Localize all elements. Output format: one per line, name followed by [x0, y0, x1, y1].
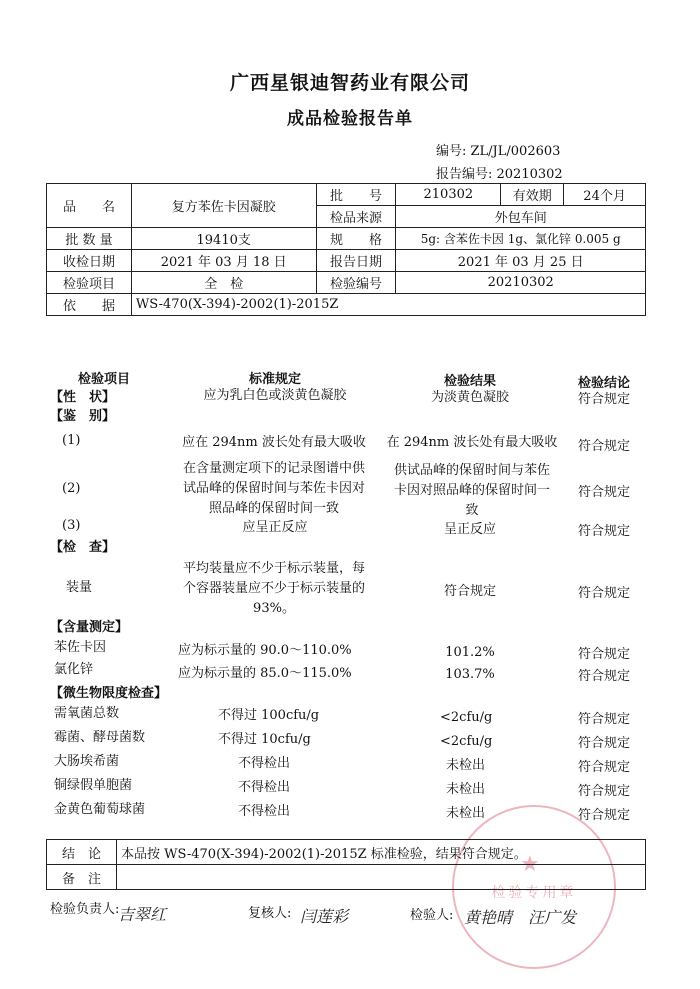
- reviewer-signature-label: 复核人:: [248, 906, 292, 921]
- source-value: 外包车间: [396, 206, 646, 228]
- product-info-table: [46, 183, 646, 316]
- check-number-label: 检验编号: [316, 272, 396, 294]
- spec-value: 5g: 含苯佐卡因 1g、氯化锌 0.005 g: [396, 228, 646, 250]
- staph-label: 金黄色葡萄球菌: [54, 802, 146, 817]
- col-header-conclusion: 检验结论: [578, 376, 631, 391]
- conclusion-label: 结 论: [47, 840, 117, 865]
- inspect-item-label: 检验项目: [47, 272, 132, 294]
- section-inspection: 【检 查】: [50, 540, 116, 555]
- zinc-chloride-label: 氯化锌: [54, 662, 94, 677]
- ident-3-label: (3): [62, 518, 81, 533]
- appearance-result: 为淡黄色凝胶: [430, 390, 509, 405]
- expiry-value: 24个月: [564, 184, 646, 206]
- report-number: 报告编号: 20210302: [436, 167, 563, 182]
- ident-2-standard-line-1: 在含量测定项下的记录图谱中供: [182, 461, 365, 476]
- ecoli-conclusion: 符合规定: [578, 760, 631, 775]
- benzocaine-standard: 应为标示量的 90.0～110.0%: [178, 643, 352, 658]
- staph-result: 未检出: [446, 806, 486, 821]
- report-title: 成品检验报告单: [287, 109, 413, 129]
- section-assay: 【含量测定】: [50, 620, 129, 635]
- remark-value: [117, 865, 646, 890]
- ident-1-standard: 应在 294nm 波长处有最大吸收: [182, 435, 366, 450]
- ident-2-standard-line-2: 试品峰的保留时间与苯佐卡因对: [182, 481, 365, 496]
- ident-1-label: (1): [62, 433, 81, 448]
- fill-volume-result: 符合规定: [443, 584, 496, 599]
- staph-standard: 不得检出: [238, 804, 291, 819]
- ident-1-result: 在 294nm 波长处有最大吸收: [386, 435, 558, 450]
- fill-volume-standard: [166, 559, 382, 619]
- source-label: 检品来源: [316, 206, 396, 228]
- fill-volume-standard-line-1: 平均装量应不少于标示装量，每: [182, 561, 365, 576]
- mold-yeast-result: <2cfu/g: [440, 734, 493, 749]
- appearance-conclusion: 符合规定: [578, 392, 631, 407]
- ident-2-standard-line-3: 照品峰的保留时间一致: [208, 501, 339, 516]
- seal-text: 检验专用章: [491, 885, 577, 901]
- doc-number: 编号: ZL/JL/002603: [436, 144, 561, 159]
- ident-2-conclusion: 符合规定: [578, 485, 631, 500]
- ident-3-conclusion: 符合规定: [578, 524, 631, 539]
- fill-volume-label: 装量: [66, 580, 93, 595]
- zinc-chloride-conclusion: 符合规定: [578, 669, 631, 684]
- quantity-value: 19410支: [131, 228, 316, 250]
- spec-label: 规 格: [316, 228, 396, 250]
- inspector-signature-label: 检验人:: [410, 908, 454, 923]
- zinc-chloride-result: 103.7%: [445, 667, 495, 682]
- aerobic-result: <2cfu/g: [440, 710, 493, 725]
- batch-value: 210302: [396, 184, 501, 206]
- remark-label: 备 注: [47, 865, 117, 890]
- ident-2-standard: [166, 459, 382, 519]
- benzocaine-conclusion: 符合规定: [578, 647, 631, 662]
- report-date-label: 报告日期: [316, 250, 396, 272]
- conclusion-text: 本品按 WS-470(X-394)-2002(1)-2015Z 标准检验，结果符合规定。: [117, 840, 646, 865]
- receive-date-value: 2021 年 03 月 18 日: [131, 250, 316, 272]
- pseudomonas-label: 铜绿假单胞菌: [54, 778, 133, 793]
- ident-2-result-line-2: 卡因对照品峰的保留时间一: [393, 483, 550, 498]
- basis-value: WS-470(X-394)-2002(1)-2015Z: [131, 294, 645, 316]
- lead-signature: 吉翠红: [118, 905, 167, 924]
- ecoli-standard: 不得检出: [238, 756, 291, 771]
- mold-yeast-standard: 不得过 10cfu/g: [218, 732, 311, 747]
- product-name-value: 复方苯佐卡因凝胶: [131, 184, 316, 228]
- ident-2-result: [382, 461, 562, 521]
- pseudomonas-conclusion: 符合规定: [578, 784, 631, 799]
- fill-volume-standard-line-3: 93%。: [253, 601, 295, 616]
- seal-star-icon: ★: [520, 852, 540, 877]
- product-name-label: 品 名: [47, 184, 132, 228]
- ident-2-label: (2): [62, 481, 81, 496]
- fill-volume-conclusion: 符合规定: [578, 586, 631, 601]
- inspector-signature: 黄艳晴 汪广发: [464, 908, 577, 927]
- col-header-result: 检验结果: [443, 374, 496, 389]
- section-appearance: 【性 状】: [50, 390, 116, 405]
- basis-label: 依 据: [47, 294, 132, 316]
- quantity-label: 批 数 量: [47, 228, 132, 250]
- inspect-item-value: 全 检: [131, 272, 316, 294]
- pseudomonas-result: 未检出: [446, 782, 486, 797]
- benzocaine-label: 苯佐卡因: [54, 640, 107, 655]
- appearance-standard: 应为乳白色或淡黄色凝胶: [203, 388, 347, 403]
- section-microbial: 【微生物限度检查】: [50, 686, 168, 701]
- ident-3-result: 呈正反应: [443, 522, 496, 537]
- section-identification: 【鉴 别】: [50, 409, 116, 424]
- aerobic-standard: 不得过 100cfu/g: [218, 708, 320, 723]
- ident-1-conclusion: 符合规定: [578, 439, 631, 454]
- aerobic-label: 需氧菌总数: [54, 706, 120, 721]
- ident-2-result-line-3: 致: [465, 503, 479, 518]
- lead-signature-label: 检验负责人:: [50, 902, 120, 917]
- benzocaine-result: 101.2%: [445, 645, 495, 660]
- col-header-item: 检验项目: [78, 372, 131, 387]
- conclusion-table: [46, 839, 646, 890]
- aerobic-conclusion: 符合规定: [578, 712, 631, 727]
- mold-yeast-conclusion: 符合规定: [578, 736, 631, 751]
- ident-3-standard: 应呈正反应: [242, 520, 308, 535]
- receive-date-label: 收检日期: [47, 250, 132, 272]
- ecoli-label: 大肠埃希菌: [54, 754, 120, 769]
- ecoli-result: 未检出: [446, 758, 486, 773]
- check-number-value: 20210302: [396, 272, 646, 294]
- zinc-chloride-standard: 应为标示量的 85.0～115.0%: [178, 666, 352, 681]
- pseudomonas-standard: 不得检出: [238, 780, 291, 795]
- col-header-standard: 标准规定: [248, 372, 301, 387]
- report-date-value: 2021 年 03 月 25 日: [396, 250, 646, 272]
- mold-yeast-label: 霉菌、酵母菌数: [54, 730, 146, 745]
- company-name: 广西星银迪智药业有限公司: [229, 72, 470, 94]
- fill-volume-standard-line-2: 个容器装量应不少于标示装量的: [182, 581, 365, 596]
- staph-conclusion: 符合规定: [578, 808, 631, 823]
- expiry-label: 有效期: [501, 184, 564, 206]
- batch-label: 批 号: [316, 184, 396, 206]
- reviewer-signature: 闫莲彩: [300, 907, 349, 926]
- ident-2-result-line-1: 供试品峰的保留时间与苯佐: [393, 463, 550, 478]
